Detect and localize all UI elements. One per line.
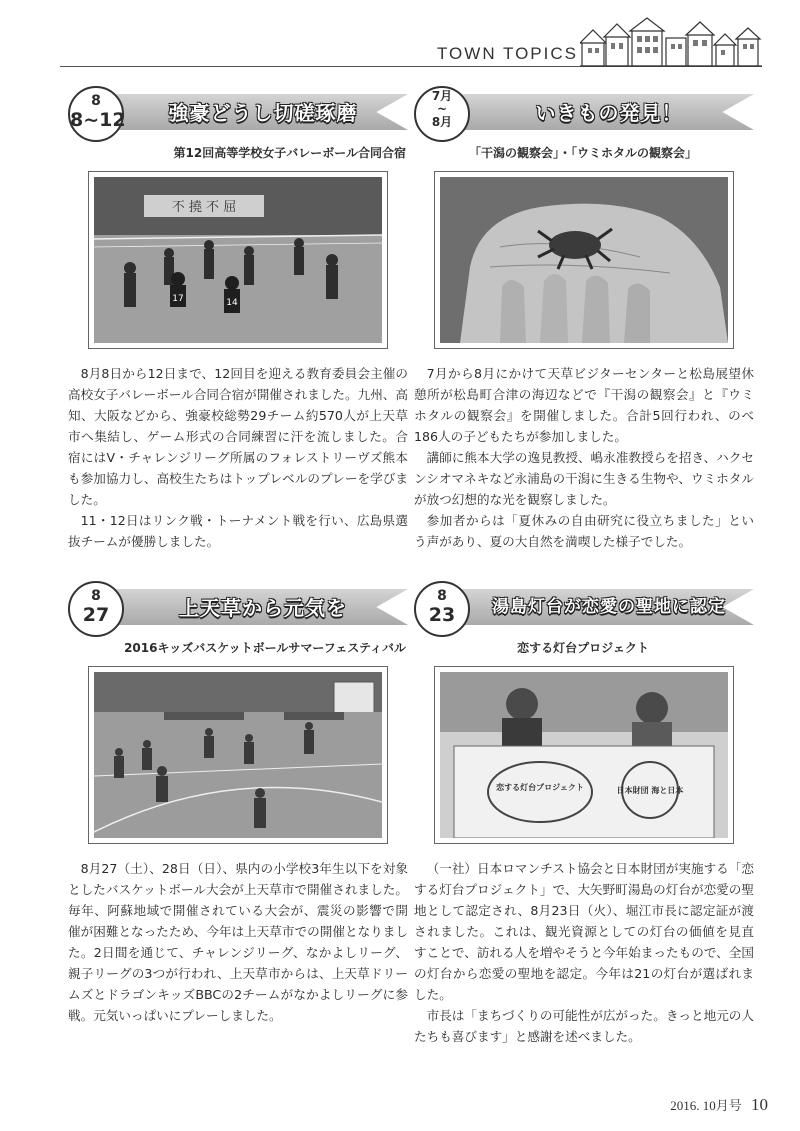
date-badge: 8 27 — [68, 581, 124, 637]
topic-title: 上天草から元気を — [179, 596, 347, 620]
date-badge: 8 8~12 — [68, 86, 124, 142]
date-badge: 8 23 — [414, 581, 470, 637]
topic-banner — [68, 80, 408, 138]
svg-text:17: 17 — [172, 294, 184, 304]
section-title: TOWN TOPICS — [436, 44, 578, 63]
topic-photo — [88, 666, 388, 844]
topic-title: 強豪どうし切磋琢磨 — [168, 101, 358, 125]
topic-card-volleyball — [68, 80, 408, 552]
svg-text:日本財団 海と日本: 日本財団 海と日本 — [616, 786, 684, 795]
topic-body: （一社）日本ロマンチスト協会と日本財団が実施する「恋する灯台プロジェクト」で、大矢野町湯島の灯台が恋愛の聖地として認定され、8月23日（火）、堀江市長に認定証が渡されました。これは、観光資源としての灯台の価値を見直すことで、訪れる人を増やそうと今年始まったもので、全国の灯台から恋愛の聖地を認定。今年は21の灯台が選ばれました。 市長は「まちづくりの可能性が広がった。きっと地元の人たちも喜びます」と感謝を述べました。 — [414, 861, 754, 1044]
topic-photo — [434, 171, 734, 349]
svg-text:恋する灯台プロジェクト: 恋する灯台プロジェクト — [496, 783, 584, 792]
topic-title: いきもの発見！ — [535, 101, 683, 125]
town-houses-icon — [580, 16, 762, 68]
topic-banner — [414, 575, 754, 633]
topic-card-nature — [414, 80, 754, 552]
topic-subtitle: 第12回高等学校女子バレーボール合同合宿 — [173, 146, 406, 160]
issue-label: 2016. 10月号 — [670, 1098, 742, 1113]
page-header — [0, 0, 800, 72]
topic-banner — [414, 80, 754, 138]
topic-card-basketball — [68, 575, 408, 1026]
crab-in-hand-photo — [440, 177, 728, 343]
topic-subtitle: 恋する灯台プロジェクト — [517, 641, 649, 655]
svg-text:不 撓 不 屈: 不 撓 不 屈 — [171, 200, 237, 215]
page-footer — [670, 1095, 768, 1115]
topic-title: 湯島灯台が恋愛の聖地に認定 — [492, 597, 726, 617]
topic-photo — [88, 171, 388, 349]
basketball-gym-photo — [94, 672, 382, 838]
topic-body: 8月27（土）、28日（日）、県内の小学校3年生以下を対象としたバスケットボール大会が上天草市で開催されました。毎年、阿蘇地域で開催されている大会が、震災の影響で開催が困難となったため、今年は上天草市での開催となりました。2日間を通じて、チャレンジリーグ、なかよしリーグ、親子リーグの3つが行われ、上天草市からは、上天草ドリームズとドラゴンキッズBBCの2チームがなかよしリーグに参戦。元気いっぱいにプレーしました。 — [68, 861, 409, 1023]
topic-banner — [68, 575, 408, 633]
topic-subtitle: 2016キッズバスケットボールサマーフェスティバル — [124, 641, 406, 655]
topic-card-lighthouse — [414, 575, 754, 1047]
page-number: 10 — [751, 1095, 768, 1114]
topic-body: 8月8日から12日まで、12回目を迎える教育委員会主催の高校女子バレーボール合同合宿が開催されました。九州、高知、大阪などから、強豪校総勢29チーム約570人が上天草市へ集結し、ゲーム形式の合同練習に汗を流しました。合宿にはV・チャレンジリーグ所属のフォレストリーヴズ熊本も参加協力し、高校生たちはトップレベルのプレーを学びました。 11・12日はリンク戦・トーナメント戦を行い、広島県選抜チームが優勝しました。 — [68, 366, 408, 549]
topic-body: 7月から8月にかけて天草ビジターセンターと松島展望休憩所が松島町合津の海辺などで『干潟の観察会』と『ウミホタルの観察会』を開催しました。合計5回行われ、のべ186人の子どもたちが参加しました。 講師に熊本大学の逸見教授、嶋永准教授らを招き、ハクセンシオマネキなど永浦島の干潟に生きる生物や、ウミホタルが放つ幻想的な光を観察しました。 参加者からは「夏休みの自由研究に役立ちました」という声があり、夏の大自然を満喫した様子でした。 — [414, 366, 754, 549]
topic-subtitle: 「干潟の観察会」・「ウミホタルの観察会」 — [468, 146, 697, 160]
certificate-ceremony-photo — [440, 672, 728, 838]
topic-photo — [434, 666, 734, 844]
date-badge: 7月 ~ 8月 — [414, 86, 470, 142]
volleyball-gym-photo — [94, 177, 382, 343]
svg-text:14: 14 — [226, 298, 238, 308]
